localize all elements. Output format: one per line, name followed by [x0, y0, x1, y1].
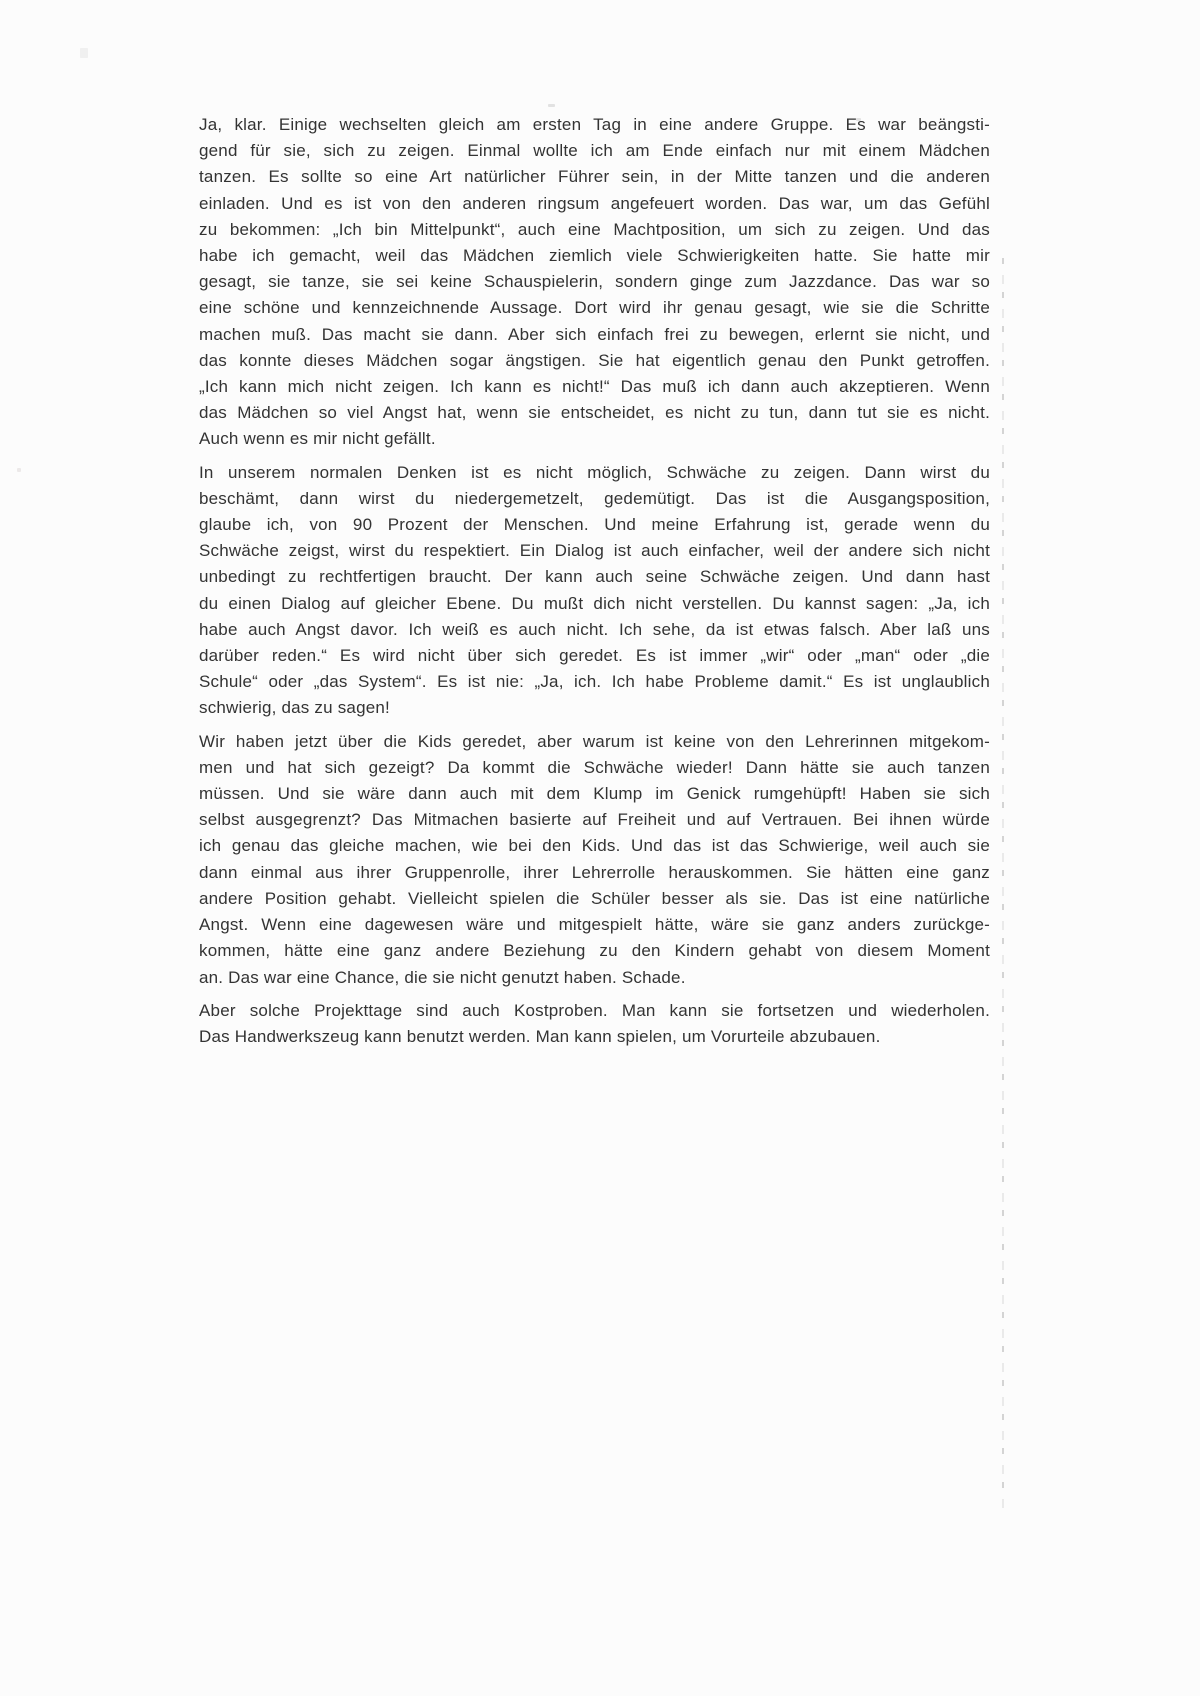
text-line: habe ich gemacht, weil das Mädchen ziemlich viele Schwierigkeiten hatte. Sie hatte mir — [199, 246, 990, 266]
text-line: darüber reden.“ Es wird nicht über sich geredet. Es ist immer „wir“ oder „man“ oder „die — [199, 646, 990, 666]
text-line: dann einmal aus ihrer Gruppenrolle, ihrer Lehrerrolle herauskommen. Sie hätten eine ganz — [199, 862, 990, 882]
paragraph-1 — [199, 112, 990, 453]
text-line: „Ich kann mich nicht zeigen. Ich kann es nicht!“ Das muß ich dann auch akzeptieren. Wenn — [199, 377, 990, 397]
text-line: ich genau das gleiche machen, wie bei den Kids. Und das ist das Schwierige, weil auch sie — [199, 836, 990, 856]
text-line: Auch wenn es mir nicht gefällt. — [199, 429, 436, 449]
text-line: tanzen. Es sollte so eine Art natürlicher Führer sein, in der Mitte tanzen und die anderen — [199, 167, 990, 187]
text-line: Schwäche zeigst, wirst du respektiert. Ein Dialog ist auch einfacher, weil der andere sich nicht — [199, 541, 990, 561]
scan-artifact-dashed-line — [1002, 258, 1004, 1516]
text-line: das Mädchen so viel Angst hat, wenn sie entscheidet, es nicht zu tun, dann tut sie es nicht. — [199, 403, 990, 423]
text-line: Ja, klar. Einige wechselten gleich am ersten Tag in eine andere Gruppe. Es war beängsti- — [199, 115, 990, 134]
text-line: Schule“ oder „das System“. Es ist nie: „Ja, ich. Ich habe Probleme damit.“ Es ist unglaublich — [199, 672, 990, 692]
text-line: men und hat sich gezeigt? Da kommt die Schwäche wieder! Dann hätte sie auch tanzen — [199, 757, 990, 777]
text-line: Das Handwerkszeug kann benutzt werden. Man kann spielen, um Vorurteile abzubauen. — [199, 1026, 881, 1046]
paragraph-2 — [199, 460, 990, 722]
text-line: Angst. Wenn eine dagewesen wäre und mitgespielt hätte, wäre sie ganz anders zurückge- — [199, 915, 990, 935]
text-line: eine schöne und kennzeichnende Aussage. Dort wird ihr genau gesagt, wie sie die Schritte — [199, 298, 990, 318]
text-line: andere Position gehabt. Vielleicht spielen die Schüler besser als sie. Das ist eine natürliche — [199, 888, 990, 908]
text-line: habe auch Angst davor. Ich weiß es auch nicht. Ich sehe, da ist etwas falsch. Aber laß uns — [199, 619, 990, 639]
text-line: müssen. Und sie wäre dann auch mit dem Klump im Genick rumgehüpft! Haben sie sich — [199, 784, 990, 804]
text-line: beschämt, dann wirst du niedergemetzelt, gedemütigt. Das ist die Ausgangsposition, — [199, 488, 990, 508]
scan-speck — [548, 104, 555, 107]
text-line: unbedingt zu rechtfertigen braucht. Der kann auch seine Schwäche zeigen. Und dann hast — [199, 567, 990, 587]
text-line: das konnte dieses Mädchen sogar ängstigen. Sie hat eigentlich genau den Punkt getroffen. — [199, 350, 990, 370]
text-line: kommen, hätte eine ganz andere Beziehung zu den Kindern gehabt von diesem Moment — [199, 941, 990, 961]
text-line: gesagt, sie tanze, sie sei keine Schauspielerin, sondern ginge zum Jazzdance. Das war so — [199, 272, 990, 292]
text-line: gend für sie, sich zu zeigen. Einmal wollte ich am Ende einfach nur mit einem Mädchen — [199, 141, 990, 161]
text-line: einladen. Und es ist von den anderen ringsum angefeuert worden. Das war, um das Gefühl — [199, 193, 990, 213]
text-line: an. Das war eine Chance, die sie nicht genutzt haben. Schade. — [199, 967, 686, 987]
text-line: Aber solche Projekttage sind auch Kostproben. Man kann sie fortsetzen und wiederholen. — [199, 1000, 990, 1020]
text-line: In unserem normalen Denken ist es nicht möglich, Schwäche zu zeigen. Dann wirst du — [199, 462, 990, 482]
scan-speck — [856, 118, 861, 121]
text-line: schwierig, das zu sagen! — [199, 698, 390, 718]
text-line: selbst ausgegrenzt? Das Mitmachen basierte auf Freiheit und auf Vertrauen. Bei ihnen würde — [199, 810, 990, 830]
text-line: zu bekommen: „Ich bin Mittelpunkt“, auch eine Machtposition, um sich zu zeigen. Und das — [199, 219, 990, 239]
paragraph-4 — [199, 998, 990, 1050]
text-line: du einen Dialog auf gleicher Ebene. Du mußt dich nicht verstellen. Du kannst sagen: „Ja, ich — [199, 593, 990, 613]
text-line: Wir haben jetzt über die Kids geredet, aber warum ist keine von den Lehrerinnen mitgekom- — [199, 731, 990, 751]
text-line: machen muß. Das macht sie dann. Aber sich einfach frei zu bewegen, erlernt sie nicht, und — [199, 324, 990, 344]
scan-speck — [80, 48, 88, 58]
paragraph-3 — [199, 729, 990, 991]
text-block — [199, 112, 990, 1057]
scan-speck — [17, 468, 21, 472]
text-line: glaube ich, von 90 Prozent der Menschen. Und meine Erfahrung ist, gerade wenn du — [199, 515, 990, 535]
